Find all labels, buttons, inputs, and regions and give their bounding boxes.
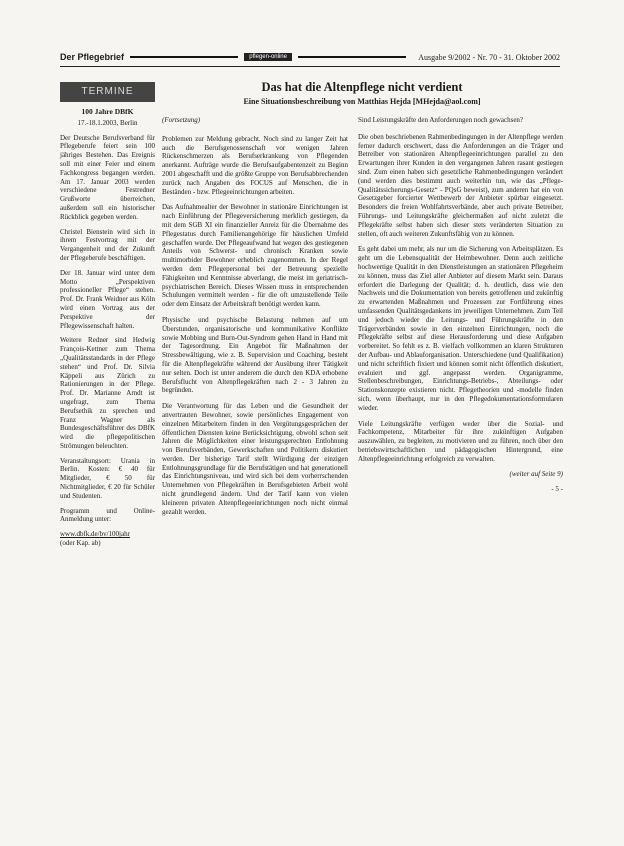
article-paragraph: Problemen zur Meldung gebracht. Noch sind zu langer Zeit hat auch die Berufsgenossenschaft vor wenigen Jahren Rückenschmerzen als Berufserkrankung von Pflegenden anerkannt. Aufträge wurde die Berufsaufgabentenzeit zu Beginn 2001 abgeschafft und die größte Gruppe von Berufsabbrechenden zurück nach Angaben des FOCUS auf Menschen, die in Beständen - bzw. Pflegeeinrichtungen arbeiten. <box>162 134 348 196</box>
article-header <box>162 80 562 106</box>
article-paragraph: Viele Leitungskräfte verfügen weder über die Sozial- und Fachkompetenz, Mitarbeiter für ihre zukünftigen Aufgaben auszuwählen, zu begleiten, zu motivieren und zu führen, noch über den betriebswirtschaftlichen und pädagogischen Hintergrund, eine Altenpflegeeinrichtung erfolgreich zu verwalten. <box>358 419 563 463</box>
sidebar-column <box>60 108 155 548</box>
article-paragraph: Die Verantwortung für das Leben und die Gesundheit der anvertrauten Bewohner, sowie persönliches Engagement von einzelnen Mitarbeitern finden in den Vergütungsgesprächen der öffentlichen Diensten keine Berücksichtigung, obwohl schon seit Jahren die Möglichkeiten einer leistungsgerechten Entlohnung von Berufsverbänden, Gewerkschaften und Politikern diskutiert werden. Der bisherige Tarif stellt Würdigung der einzigen Entlohnungsgrundlage für die Berufstätigen und hat generationell das Einrichtungsniveau, und wird sich bei dem vorherrschenden Unternehmen von Pflegekräften in Berufsgebieten Arbeit wohl nicht grundlegend ändern. Und der Tarif kann von vielen kleineren privaten Altenpflegeeinrichtungen noch nicht einmal gezahlt werden. <box>162 402 348 516</box>
issue-line: Ausgabe 9/2002 - Nr. 70 - 31. Oktober 2002 <box>418 52 560 62</box>
article-title: Das hat die Altenpflege nicht verdient <box>261 80 463 94</box>
article-paragraph: Das Aufnahmealter der Bewohner in stationäre Einrichtungen ist nach Einführung der Pflegeversicherung merklich gestiegen, da mit dem SGB XI ein finanzieller Anreiz für die Übernahme des Pflegestatus durch Familienangehörige für häuslichen Umfeld geschaffen wurde. Der Pflegeaufwand hat wegen des gestiegenen Anteils von Schwerst- und chronisch Kranken sowie multimorbider Bewohner erheblich zugenommen. In der Regel werden dem Pflegepersonal bei der Betreuung spezielle Fähigkeiten und Kenntnisse abverlangt, die meist im geriatrisch-psychiatrischen Bereich. Dieses Wissen muss in entsprechenden Schulungen vermittelt werden - für die oft umzustellende Teile oder dem Einsatz der Arbeitskraft benötigt werden kann. <box>162 203 348 309</box>
continued-note: (weiter auf Seite 9) <box>509 470 563 479</box>
sidebar-paragraph: Der Deutsche Berufsverband für Pflegeberufe feiert sein 100 jähriges Bestehen. Das Ereignis soll mit einer Feier und einem Fachkongress begangen werden. Am 17. Januar 2003 werden verschiedene Festredner Grußworte überreichen, außerdem soll ein historischer Rückblick gegeben werden. <box>60 133 155 221</box>
article-subtitle: Eine Situationsbeschreibung von Matthias Hejda [MHejda@aol.com] <box>243 97 481 106</box>
article-question: Sind Leistungskräfte den Anforderungen noch gewachsen? <box>358 116 524 124</box>
site-tag: pflegen-online <box>244 53 292 61</box>
masthead <box>60 50 560 64</box>
article-column-1 <box>162 116 348 523</box>
article-paragraph: Die oben beschriebenen Rahmenbedingungen in der Altenpflege werden ferner dadurch erschwert, dass die Anforderungen an die Träger und Betreiber von stationären Altenpflegeeinrichtungen parallel zu den Erwartungen ihrer Kunden in den vergangenen Jahren rasant gestiegen sind. Zum einen haben sich gesetzliche Rahmenbedingungen verändert (und werden dies bestimmt auch weiterhin tun, wie das „Pflege-Qualitätssicherungs-Gesetz“ - PQsG beweist), zum anderen hat ein von Gesetzgeber forcierter Wettbewerb der Anbieter spürbar eingesetzt. Besonders die freien Wohlfahrtsverbände, aber auch private Betreiber, Führungs- und Leitungskräfte gleichermaßen auf nicht zuletzt die Pflegekräfte selbst haben sich dieser stets veränderten Situation zu stellen, oft auch weiteren Zukunftsfähig von zu können. <box>358 132 563 238</box>
registration-link[interactable]: www.dbfk.de/bv/100jahr <box>60 530 130 539</box>
article-column-2 <box>358 116 563 494</box>
masthead-rule <box>130 56 238 58</box>
sidebar-paragraph: Veranstaltungsort: Urania in Berlin. Kosten: € 40 für Mitglieder, € 50 für Nichtmitglieder, € 20 für Schüler und Studenten. <box>60 456 155 500</box>
sidebar-trailing: (oder Kap. ab) <box>60 539 101 548</box>
article-lead: (Fortsetzung) <box>162 116 201 124</box>
header-divider <box>60 66 560 67</box>
sidebar-paragraph: Christel Bienstein wird sich in ihrem Festvortrag mit der Vergangenheit und der Zukunft der Pflegeberufe beschäftigen. <box>60 227 155 262</box>
newsletter-brand: Der Pflegebrief <box>60 52 125 62</box>
sidebar-paragraph: Weitere Redner sind Hedwig François-Kettner zum Thema „Qualitätsstandards in der Pflege stehen“ und Prof. Dr. Silvia Käppeli aus Zürich zu Rationierungen in der Pflege. Prof. Dr. Marianne Arndt ist ungefragt, zum Thema Berufsethik zu sprechen und Franz Wagner als Bundesgeschäftsführer des DBfK wird die pflegepolitischen Strömungen beleuchten. <box>60 336 155 450</box>
sidebar-paragraph: Programm und Online-Anmeldung unter: <box>60 506 155 524</box>
masthead-rule-2 <box>298 56 406 58</box>
article-paragraph: Physische und psychische Belastung nehmen auf um Überstunden, organisatorische und kommunikative Konflikte sowie Mobbing und Burn-Out-Syndrom gehen Hand in Hand mit der Tagesordnung. Ein Angebot für Maßnahmen der Stressbewältigung, wie z. B. Supervision und Coaching, besteht für die Altenpflegekräfte während der Ausübung ihrer Tätigkeit nur selten. Doch ist unter anderem die durch den KDA erhobene Berufsflucht von Altenpflegekräften nach 2 - 3 Jahren zu begründen. <box>162 315 348 395</box>
event-date: 17.-18.1.2003, Berlin <box>77 118 138 127</box>
sidebar-paragraph: Der 18. Januar wird unter dem Motto „Perspektiven professioneller Pflege“ stehen. Prof. Dr. Frank Weidner aus Köln wird einen Vortrag aus der Perspektive der Pflegewissenschaft halten. <box>60 268 155 330</box>
event-title: 100 Jahre DBfK <box>81 107 134 116</box>
sidebar-heading: TERMINE <box>60 82 155 102</box>
page-number: - 5 - <box>551 485 563 494</box>
article-paragraph: Es geht dabei um mehr, als nur um die Sicherung von Arbeitsplätzen. Es geht um die Lebensqualität der Heimbewohner. Denn auch zeitliche hochwertige Qualität in den Dienstleistungen an stationären Pflegeheim zu können, muss das Ziel aller Anbieter auf diesem Markt sein. Daraus erfordert die Darlegung der Qualität; d. h. deutlich, dass wie den Nachweis und die Dokumentation von bereits getroffenen und zukünftig zu erwartenden Maßnahmen und Prozessen zur Fortführung eines umfassenden Qualitätsgedankens im jeweiligen Unternehmen. Zum Teil und jedoch wieder die Leitungs- und Führungskräfte in den Trägerverbänden sowie in den einzelnen Einrichtungen, noch die Pflegekräfte selbst auf diese Herausforderung und diese Aufgaben vorbereitet. So fehlt es z. B. vielfach vollkommen an klaren Strukturen der Aufbau- und Ablauforganisation. Unterschiedene (und Qualifikation) und nicht schriftlich fixiert und können somit nicht öffentlich diskutiert, evaluiert und ggf. angepasst werden. Organigramme, Stellenbeschreibungen, Einrichtungs-Betriebs-, Abteilungs- oder Stationskonzepte existieren nicht. Pflegetheorien und -modelle finden sich, wenn überhaupt, nur in den Pflegedokumentationsformularen wieder. <box>358 245 563 412</box>
